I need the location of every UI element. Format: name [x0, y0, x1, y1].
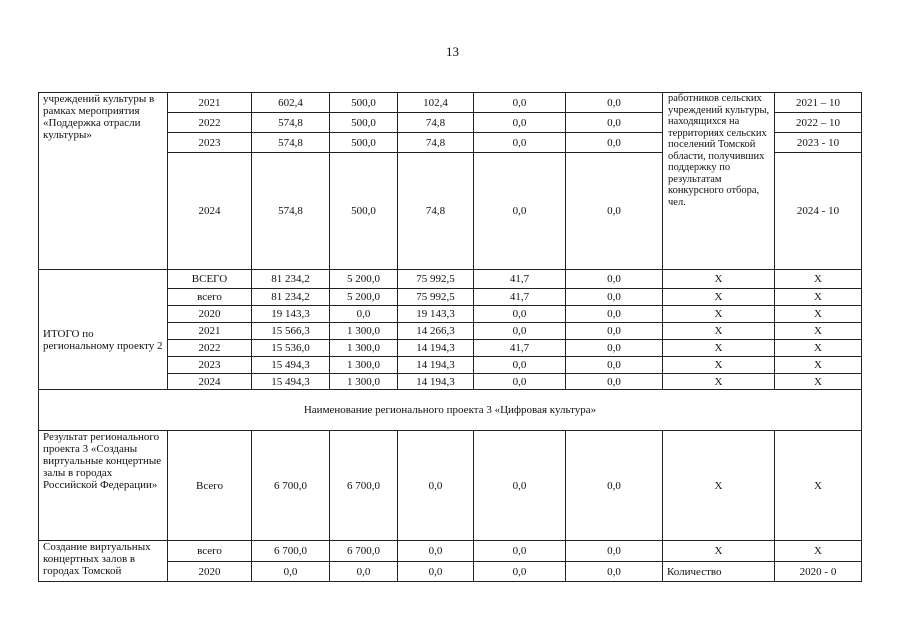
row-label: Создание виртуальных концертных залов в городах Томской: [39, 541, 168, 582]
table-cell: 2021: [168, 323, 252, 340]
table-cell: 2021 – 10: [775, 93, 862, 113]
table-cell: 0,0: [474, 541, 566, 562]
table-cell: 0,0: [252, 562, 330, 582]
table-cell: 0,0: [398, 562, 474, 582]
table-cell: 0,0: [566, 323, 663, 340]
table-cell: X: [775, 357, 862, 374]
table-cell: 2023 - 10: [775, 133, 862, 153]
table-cell: 14 266,3: [398, 323, 474, 340]
table-cell: 15 494,3: [252, 374, 330, 390]
table-cell: 574,8: [252, 133, 330, 153]
table-cell: X: [775, 270, 862, 289]
table-cell: 14 194,3: [398, 357, 474, 374]
table-cell: X: [775, 541, 862, 562]
table-cell: X: [663, 374, 775, 390]
indicator-text: работников сельских учреждений культуры, находящихся на территориях сельских поселений Томской области, получивших поддержку по результатам конкурсного отбора, чел.: [663, 93, 775, 270]
table-cell: 41,7: [474, 289, 566, 306]
table-cell: 0,0: [398, 431, 474, 541]
table-cell: 1 300,0: [330, 374, 398, 390]
table-cell: 0,0: [566, 289, 663, 306]
table-cell: 1 300,0: [330, 340, 398, 357]
table-cell: 6 700,0: [330, 431, 398, 541]
table-cell: 102,4: [398, 93, 474, 113]
table-cell: 5 200,0: [330, 289, 398, 306]
table-cell: X: [663, 431, 775, 541]
table-cell: 6 700,0: [252, 541, 330, 562]
table-cell: X: [775, 431, 862, 541]
table-cell: 81 234,2: [252, 289, 330, 306]
table-cell: 0,0: [474, 153, 566, 270]
table-cell: 0,0: [566, 562, 663, 582]
table-cell: 2023: [168, 357, 252, 374]
table-cell: 0,0: [474, 374, 566, 390]
table-cell: 2024: [168, 153, 252, 270]
table-cell: 0,0: [474, 113, 566, 133]
table-cell: X: [663, 270, 775, 289]
table-cell: 5 200,0: [330, 270, 398, 289]
table-cell: X: [775, 323, 862, 340]
table-cell: 0,0: [566, 133, 663, 153]
row-label: ИТОГО по региональному проекту 2: [39, 270, 168, 390]
table-cell: 500,0: [330, 133, 398, 153]
table-cell: 6 700,0: [330, 541, 398, 562]
table-cell: 0,0: [566, 541, 663, 562]
section-heading-row: [39, 390, 862, 431]
section-title: Наименование регионального проекта 3 «Цифровая культура»: [39, 390, 862, 431]
table-cell: 81 234,2: [252, 270, 330, 289]
table-cell: 0,0: [474, 133, 566, 153]
table-cell: 0,0: [474, 431, 566, 541]
table-cell: 0,0: [566, 374, 663, 390]
row-label: учреждений культуры в рамках мероприятия «Поддержка отрасли культуры»: [39, 93, 168, 270]
table-cell: 2020 - 0: [775, 562, 862, 582]
table-cell: 1 300,0: [330, 323, 398, 340]
table-cell: всего: [168, 289, 252, 306]
table-cell: 0,0: [566, 270, 663, 289]
table-cell: X: [663, 541, 775, 562]
table-cell: 0,0: [474, 357, 566, 374]
table-cell: 74,8: [398, 153, 474, 270]
table-cell: 0,0: [566, 93, 663, 113]
table-cell: 0,0: [566, 357, 663, 374]
table-cell: 75 992,5: [398, 270, 474, 289]
table-cell: 1 300,0: [330, 357, 398, 374]
table-cell: 574,8: [252, 153, 330, 270]
table-cell: 2022: [168, 340, 252, 357]
table-cell: 0,0: [330, 562, 398, 582]
table-cell: X: [775, 340, 862, 357]
table-cell: 574,8: [252, 113, 330, 133]
table-cell: Количество: [663, 562, 775, 582]
table-cell: 6 700,0: [252, 431, 330, 541]
table-cell: X: [663, 340, 775, 357]
table-cell: 2022 – 10: [775, 113, 862, 133]
table-cell: 0,0: [474, 562, 566, 582]
table-cell: X: [775, 306, 862, 323]
table-cell: 500,0: [330, 93, 398, 113]
table-cell: 500,0: [330, 153, 398, 270]
table-row: [39, 541, 862, 562]
table-cell: 41,7: [474, 340, 566, 357]
table-cell: 0,0: [566, 113, 663, 133]
table-cell: X: [775, 289, 862, 306]
table-cell: 0,0: [474, 93, 566, 113]
table-cell: 2023: [168, 133, 252, 153]
table-row: [39, 270, 862, 289]
table-cell: X: [663, 289, 775, 306]
table-row: [39, 431, 862, 541]
table-cell: 74,8: [398, 113, 474, 133]
table-cell: X: [775, 374, 862, 390]
table-cell: 2024 - 10: [775, 153, 862, 270]
table-cell: 500,0: [330, 113, 398, 133]
table-cell: 0,0: [566, 153, 663, 270]
row-label: Результат регионального проекта 3 «Созданы виртуальные концертные залы в городах Российской Федерации»: [39, 431, 168, 541]
table-cell: X: [663, 357, 775, 374]
table-cell: 0,0: [566, 306, 663, 323]
table-cell: X: [663, 323, 775, 340]
table-cell: 15 566,3: [252, 323, 330, 340]
table-cell: 14 194,3: [398, 374, 474, 390]
table-cell: 0,0: [398, 541, 474, 562]
table-cell: 602,4: [252, 93, 330, 113]
page-number: 13: [446, 44, 459, 59]
table-cell: 74,8: [398, 133, 474, 153]
table-cell: 2022: [168, 113, 252, 133]
table-cell: 0,0: [474, 323, 566, 340]
table-cell: X: [663, 306, 775, 323]
table-cell: 0,0: [566, 340, 663, 357]
table-row: [39, 93, 862, 113]
table-cell: 0,0: [330, 306, 398, 323]
table-cell: 75 992,5: [398, 289, 474, 306]
table-cell: ВСЕГО: [168, 270, 252, 289]
table-cell: 0,0: [474, 306, 566, 323]
table-cell: 19 143,3: [398, 306, 474, 323]
table-cell: 0,0: [566, 431, 663, 541]
budget-table: [38, 92, 862, 582]
table-cell: 2020: [168, 562, 252, 582]
table-cell: всего: [168, 541, 252, 562]
table-cell: 41,7: [474, 270, 566, 289]
table-cell: 2020: [168, 306, 252, 323]
table-cell: 15 536,0: [252, 340, 330, 357]
table-cell: Всего: [168, 431, 252, 541]
table-cell: 14 194,3: [398, 340, 474, 357]
table-cell: 19 143,3: [252, 306, 330, 323]
table-cell: 2021: [168, 93, 252, 113]
table-cell: 15 494,3: [252, 357, 330, 374]
table-cell: 2024: [168, 374, 252, 390]
